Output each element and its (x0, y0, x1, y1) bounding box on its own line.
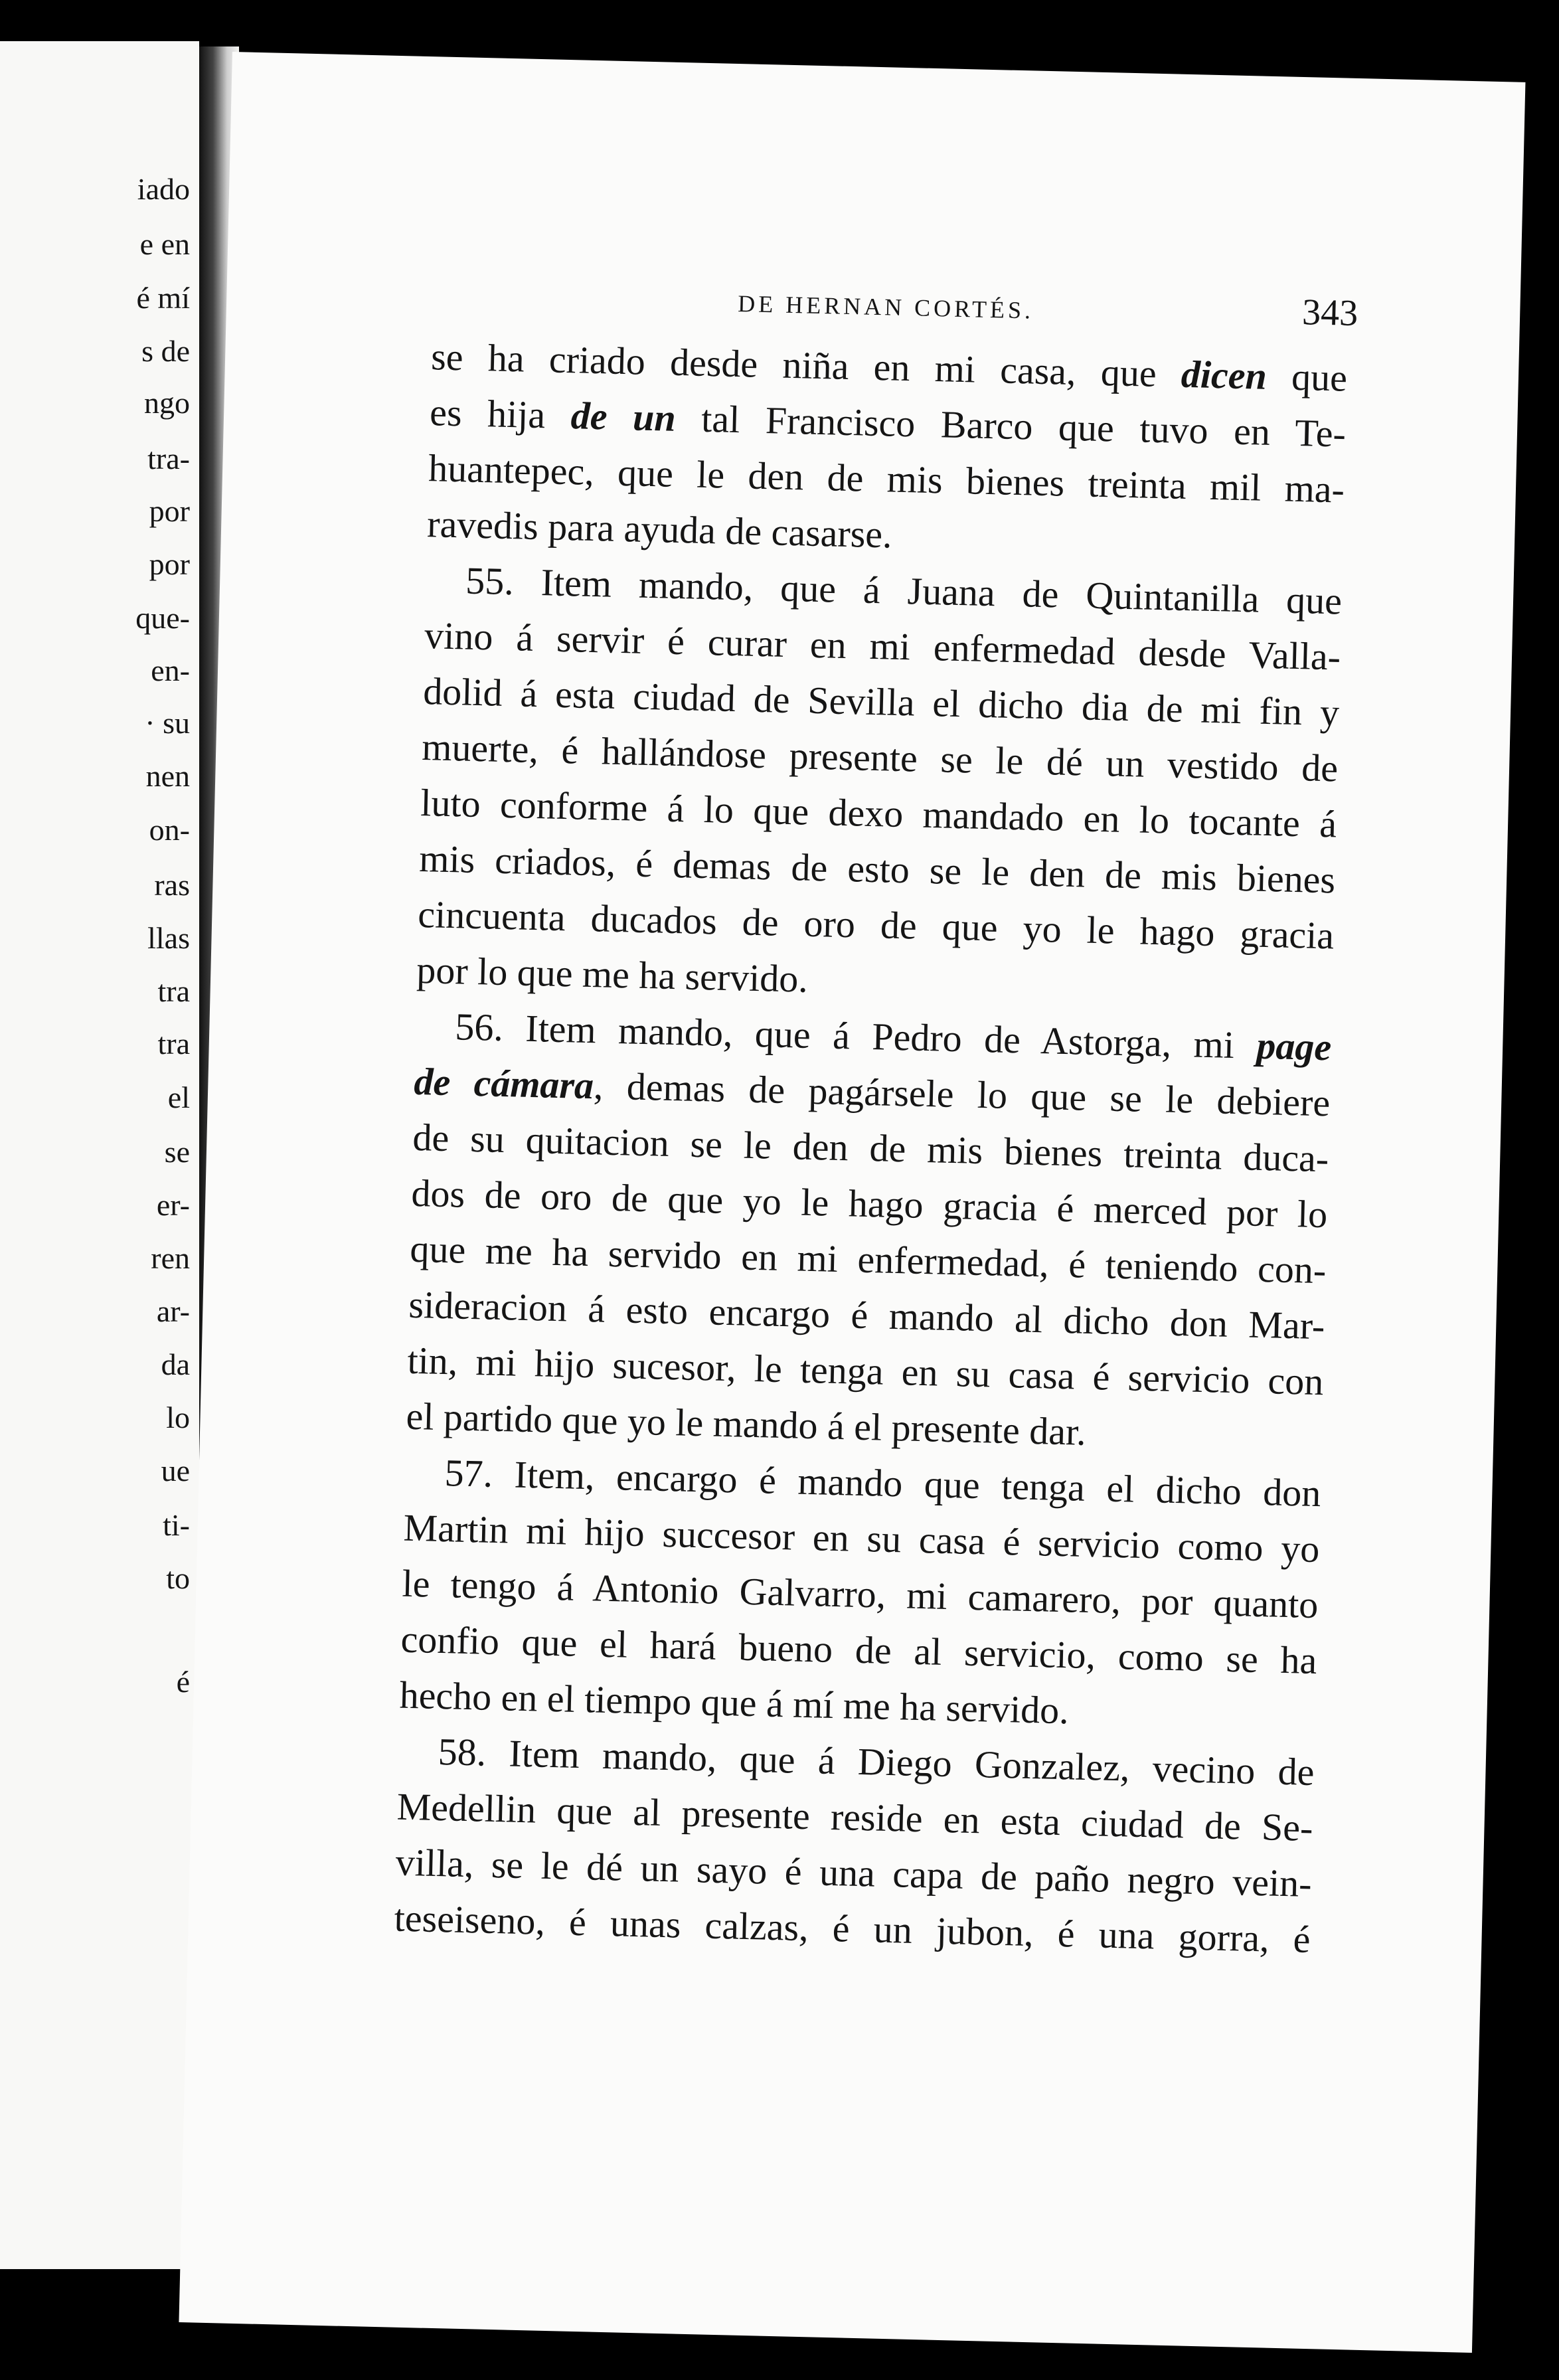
text-segment: huantepec, que le den de mis bienes treinta mil ma- (428, 446, 1345, 511)
left-page-fragment: ue (161, 1454, 190, 1488)
left-page-fragment: s de (141, 334, 190, 368)
italic-phrase: de un (570, 394, 677, 440)
italic-phrase: page (1256, 1023, 1332, 1069)
left-page-fragment: tra (157, 974, 190, 1008)
left-page-fragment: nen (145, 759, 190, 793)
body-text (394, 329, 1348, 1968)
text-segment: dos de oro de que yo le hago gracia é merced por lo (410, 1171, 1328, 1236)
left-page-edge (0, 41, 199, 2269)
text-segment: que (1266, 354, 1348, 400)
text-segment: 57. Item, encargo é mando que tenga el dicho don (444, 1451, 1322, 1515)
text-segment: , demas de pagársele lo que se le debiere (593, 1064, 1331, 1125)
left-page-fragment: lo (166, 1401, 190, 1434)
running-title: DE HERNAN CORTÉS. (737, 290, 1034, 324)
text-segment: 55. Item mando, que á Juana de Quintanilla que (465, 558, 1343, 623)
left-page-fragment: é (176, 1665, 190, 1699)
left-page-fragment: en- (151, 653, 190, 687)
text-segment: se ha criado desde niña en mi casa, que (430, 335, 1182, 396)
italic-phrase: dicen (1181, 352, 1268, 398)
left-page-fragment: llas (147, 921, 190, 955)
text-segment: que me ha servido en mi enfermedad, é teniendo con- (409, 1227, 1327, 1292)
left-page-fragment: por (149, 494, 190, 528)
text-segment: hecho en el tiempo que á mí me ha servido. (399, 1673, 1070, 1733)
text-segment: el partido que yo le mando á el presente dar. (405, 1394, 1087, 1454)
left-page-fragment: ras (154, 868, 190, 902)
left-page-fragment: el (167, 1080, 190, 1114)
left-page-fragment: tra- (147, 442, 190, 475)
text-segment: muerte, é hallándose presente se le dé un vestido de (421, 725, 1339, 790)
text-segment: ravedis para ayuda de casarse. (426, 502, 893, 556)
text-segment: Martin mi hijo succesor en su casa é servicio como yo (402, 1505, 1321, 1571)
left-page-fragment: por (149, 547, 190, 581)
left-page-fragment: e en (139, 227, 190, 261)
left-page-fragment: ngo (144, 386, 190, 420)
text-segment: mis criados, é demas de esto se le den de mis bienes (418, 836, 1336, 902)
left-page-fragment: que- (135, 601, 190, 635)
left-page-fragment: on- (149, 813, 190, 847)
text-segment: dolid á esta ciudad de Sevilla el dicho dia de mi fin y (422, 669, 1340, 734)
left-page-fragment: to (166, 1561, 190, 1595)
text-segment: tal Francisco Barco que tuvo en Te- (675, 396, 1347, 456)
left-page-fragment: ren (151, 1241, 190, 1275)
text-segment: 58. Item mando, que á Diego Gonzalez, vecino de (438, 1730, 1315, 1794)
italic-phrase: de cámara (413, 1059, 594, 1108)
text-segment: por lo que me ha servido. (416, 948, 809, 1001)
text-segment: sideracion á esto encargo é mando al dicho don Mar- (408, 1282, 1326, 1348)
page-number: 343 (1301, 292, 1358, 335)
text-segment: tin, mi hijo sucesor, le tenga en su casa é servicio con (406, 1338, 1325, 1404)
left-page-fragment: ti- (163, 1508, 190, 1542)
left-page-fragment: ar- (156, 1294, 190, 1328)
text-segment: es hija (429, 390, 572, 438)
text-segment: vino á servir é curar en mi enfermedad desde Valla- (424, 614, 1341, 679)
left-page-fragment: se (164, 1135, 190, 1169)
text-segment: Medellin que al presente reside en esta ciudad de Se- (396, 1784, 1314, 1850)
left-page-fragment: iado (137, 172, 190, 206)
left-page-fragment: tra (157, 1027, 190, 1061)
right-page (176, 52, 1525, 2353)
left-page-fragment: er- (156, 1188, 190, 1222)
text-segment: de su quitacion se le den de mis bienes treinta duca- (412, 1115, 1329, 1181)
text-segment: teseiseno, é unas calzas, é un jubon, é una gorra, é (394, 1896, 1311, 1962)
text-segment: cincuenta ducados de oro de que yo le hago gracia (417, 892, 1335, 958)
text-segment: 56. Item mando, que á Pedro de Astorga, mi (454, 1005, 1258, 1067)
left-page-fragment: é mí (136, 281, 190, 315)
text-segment: confio que el hará bueno de al servicio, como se ha (400, 1617, 1318, 1683)
left-page-fragment: da (161, 1347, 190, 1381)
text-segment: le tengo á Antonio Galvarro, mi camarero, por quanto (401, 1561, 1319, 1627)
left-page-fragment: · su (145, 706, 190, 740)
text-segment: villa, se le dé un sayo é una capa de paño negro vein- (395, 1840, 1313, 1906)
text-segment: luto conforme á lo que dexo mandado en lo tocante á (420, 781, 1337, 846)
